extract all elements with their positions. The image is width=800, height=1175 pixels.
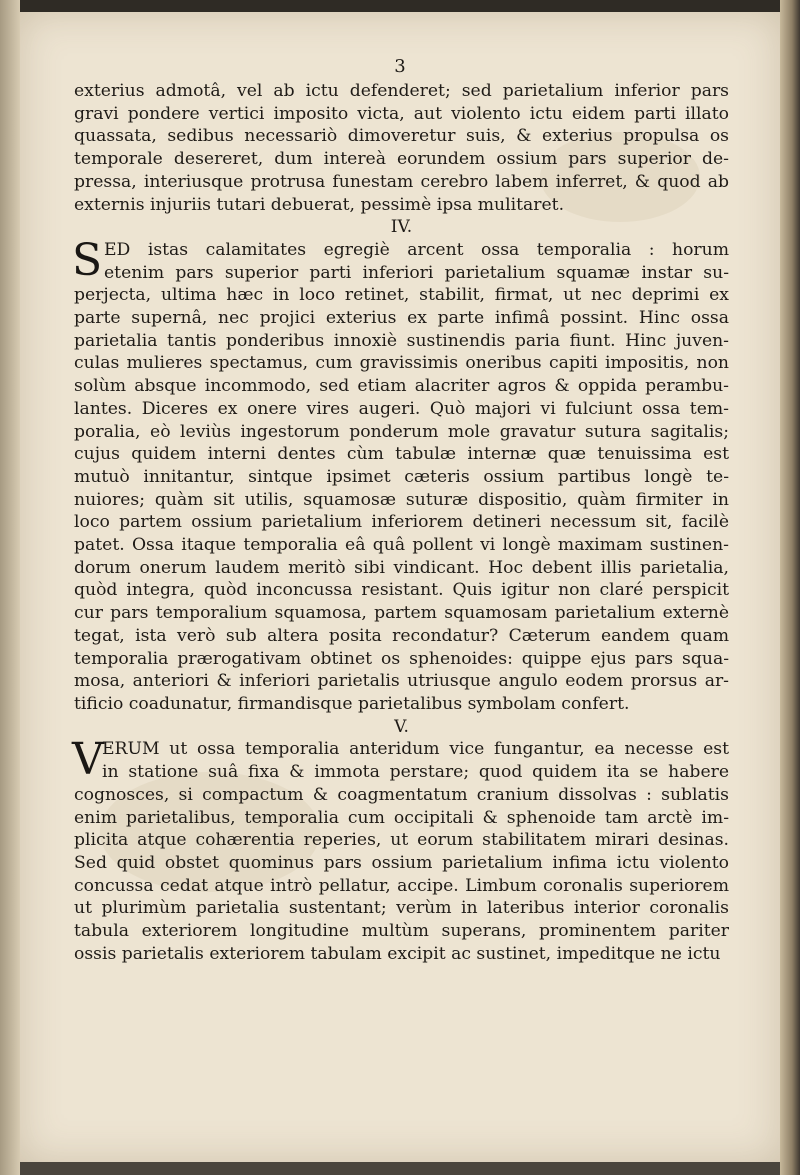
section-v-paragraph — [72, 734, 729, 965]
dropcap-v: V — [72, 734, 104, 786]
text-line: temporale desereret, dum intereà eorundem ossium pars superior de- — [74, 149, 729, 170]
text-line: tabula exteriorem longitudine multùm superans, prominentem pariter — [74, 921, 729, 942]
text-line: lantes. Diceres ex onere vires augeri. Quò majori vi fulciunt ossa tem- — [74, 398, 729, 419]
text-line: cognosces, si compactum & coagmentatum cranium dissolvas : sublatis — [74, 784, 729, 805]
text-line: enim parietalibus, temporalia cum occipitali & sphenoide tam arctè im- — [74, 807, 729, 828]
section-heading-v: V. — [394, 716, 409, 737]
text-line: ED istas calamitates egregiè arcent ossa temporalia : horum — [104, 239, 729, 260]
section-iv-paragraph — [72, 234, 729, 716]
text-line: poralia, eò leviùs ingestorum ponderum mole gravatur sutura sagitalis; — [74, 421, 729, 442]
section-heading-iv: IV. — [390, 217, 413, 238]
text-line: in statione suâ fixa & immota perstare; quod quidem ita se habere — [102, 762, 729, 783]
text-line: mutuò innitantur, sintque ipsimet cæteris ossium partibus longè te- — [74, 466, 729, 487]
text-line: cur pars temporalium squamosa, partem squamosam parietalium externè — [74, 603, 729, 624]
paragraph-top — [74, 80, 729, 216]
text-line: etenim pars superior parti inferiori parietalium squamæ instar su- — [104, 262, 729, 283]
text-line: gravi pondere vertici imposito victa, aut violento ictu eidem parti illato — [74, 103, 729, 124]
text-line: dorum onerum laudem meritò sibi vindicant. Hoc debent illis parietalia, — [74, 557, 729, 578]
text-line: plicita atque cohærentia reperies, ut eorum stabilitatem mirari desinas. — [74, 830, 729, 851]
text-line: ut plurimùm parietalia sustentant; verùm in lateribus interior coronalis — [74, 898, 729, 919]
text-line: exterius admotâ, vel ab ictu defenderet; sed parietalium inferior pars — [74, 81, 729, 101]
book-gutter — [0, 0, 20, 1175]
text-line: quassata, sedibus necessariò dimoveretur suis, & exterius propulsa os — [74, 126, 729, 147]
text-line: concussa cedat atque intrò pellatur, accipe. Limbum coronalis superiorem — [74, 875, 729, 896]
text-line: solùm absque incommodo, sed etiam alacriter agros & oppida perambu- — [74, 376, 729, 397]
text-line: tificio coadunatur, firmandisque parietalibus symbolam confert. — [74, 693, 630, 714]
text-line: ossis parietalis exteriorem tabulam excipit ac sustinet, impeditque ne ictu — [74, 943, 721, 964]
page-number: 3 — [394, 56, 406, 77]
text-line: perjecta, ultima hæc in loco retinet, stabilit, firmat, ut nec deprimi ex — [74, 285, 729, 306]
text-line: loco partem ossium parietalium inferiorem detineri necessum sit, facilè — [74, 512, 729, 533]
text-line: temporalia prærogativam obtinet os sphenoides: quippe ejus pars squa- — [74, 648, 729, 669]
text-line: culas mulieres spectamus, cum gravissimis oneribus capiti impositis, non — [74, 353, 729, 374]
text-line: parte supernâ, nec projici exterius ex parte infimâ possint. Hinc ossa — [74, 308, 729, 329]
text-line: cujus quidem interni dentes cùm tabulæ internæ quæ tenuissima est — [74, 444, 729, 465]
text-line: pressa, interiusque protrusa funestam cerebro labem inferret, & quod ab — [74, 171, 729, 192]
text-line: patet. Ossa itaque temporalia eâ quâ pollent vi longè maximam sustinen- — [74, 535, 729, 556]
text-line: parietalia tantis ponderibus innoxiè sustinendis paria fiunt. Hinc juven- — [74, 330, 729, 351]
page-edge — [780, 0, 800, 1175]
text-line: nuiores; quàm sit utilis, squamosæ suturæ dispositio, quàm firmiter in — [74, 489, 729, 510]
text-line: externis injuriis tutari debuerat, pessimè ipsa mulitaret. — [74, 194, 565, 215]
text-line: tegat, ista verò sub altera posita recondatur? Cæterum eandem quam — [74, 625, 729, 646]
text-line: ERUM ut ossa temporalia anteridum vice fungantur, ea necesse est — [102, 739, 729, 760]
text-line: quòd integra, quòd inconcussa resistant. Quis igitur non claré perspicit — [74, 580, 729, 601]
dropcap-s: S — [72, 234, 103, 286]
text-line: Sed quid obstet quominus pars ossium parietalium infima ictu violento — [74, 852, 729, 873]
text-line: mosa, anteriori & inferiori parietalis utriusque angulo eodem prorsus ar- — [74, 671, 729, 692]
body-text — [74, 80, 729, 965]
page-paper — [20, 12, 780, 1162]
